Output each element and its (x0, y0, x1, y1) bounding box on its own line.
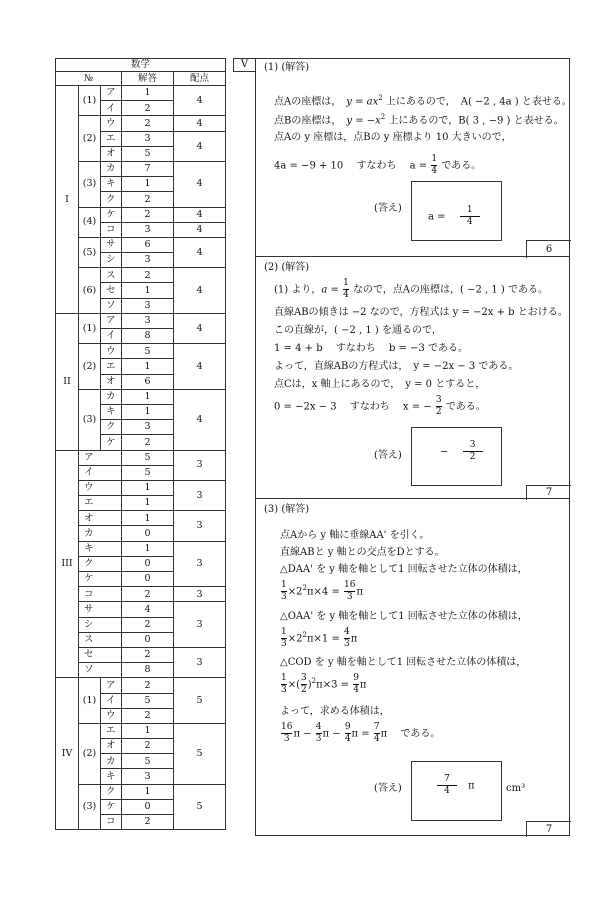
answer-value: 3 (122, 298, 174, 313)
table-row (56, 344, 226, 359)
part2-line7: 0 = −2x − 3 すなわち x = − $\frac{3}{2}$ である。 (274, 395, 486, 418)
answer-mark: ク (79, 556, 122, 571)
table-row (56, 541, 226, 556)
section-number: IV (56, 678, 79, 830)
question-number: (2) (79, 344, 101, 390)
answer-value: 3 (122, 253, 174, 268)
answer-value: 5 (122, 465, 174, 480)
answer-value: 0 (122, 572, 174, 587)
answer-value: 1 (122, 784, 174, 799)
part1-line1: 点Aの座標は， $y = ax^2$ 上にあるので， A( −2 , 4a ) と表せる。 (274, 94, 572, 108)
answer-value: 2 (122, 815, 174, 830)
points-value: 4 (174, 313, 226, 343)
part3-eq1: $\frac{1}{3}$ $\times 2^2\pi\times 4$ = $\frac{16}{3}$ π (281, 580, 364, 603)
part3-answer-box (411, 761, 502, 821)
table-row (56, 161, 226, 176)
answer-mark: エ (79, 496, 122, 511)
points-value: 5 (174, 678, 226, 724)
answer-value: 2 (122, 116, 174, 131)
answer-value: 1 (122, 404, 174, 419)
answer-value: 3 (122, 420, 174, 435)
answer-mark: ク (101, 192, 122, 207)
part3-line3: △DAA' を y 軸を軸として1 回転させた立体の体積は， (280, 564, 528, 575)
answer-mark: カ (101, 161, 122, 176)
part3-unit: cm³ (506, 783, 526, 794)
question-number: (6) (79, 268, 101, 314)
points-value: 4 (174, 222, 226, 237)
fraction-1-4: $\frac{1}{4}$ (431, 154, 438, 177)
part3-eq3: $\frac{1}{3}$ ×( $\frac{3}{2}$ )$^2$π×3 = $\frac{9}{4}$ π (281, 673, 367, 696)
points-value: 4 (174, 116, 226, 131)
table-row (56, 587, 226, 602)
part2-line4: 1 = 4 + b すなわち b = −3 である。 (274, 343, 469, 354)
answer-mark: ア (101, 313, 122, 328)
answer-mark: キ (101, 404, 122, 419)
question-number: (2) (79, 116, 101, 162)
part2-score-box: 7 (526, 485, 571, 500)
header-points: 配点 (174, 72, 226, 86)
answer-mark: エ (101, 723, 122, 738)
answer-mark: ウ (79, 480, 122, 495)
points-value: 4 (174, 131, 226, 161)
answer-value: 2 (122, 708, 174, 723)
part2-line2: 直線ABの傾きは −2 なので，方程式は y = −2x + b とおける。 (274, 307, 568, 318)
answer-value: 2 (122, 739, 174, 754)
part1-line2: 点Bの座標は， $y = -x^2$ 上にあるので，B( 3 , −9 ) と表せる。 (274, 113, 564, 127)
answer-value: 3 (122, 222, 174, 237)
answer-mark: キ (79, 541, 122, 556)
answer-mark: キ (101, 769, 122, 784)
part1-answer-label: (答え) (374, 203, 402, 214)
answer-value: 3 (122, 131, 174, 146)
answer-mark: ケ (101, 207, 122, 222)
part2-heading: (2) (解答) (264, 262, 310, 273)
answer-value: 7 (122, 161, 174, 176)
part3-line5: △COD を y 軸を軸として1 回転させた立体の体積は， (280, 657, 527, 668)
answer-mark: ケ (79, 572, 122, 587)
question-number: (1) (79, 313, 101, 343)
points-value: 4 (174, 268, 226, 314)
table-row (56, 602, 226, 617)
answer-value: 1 (122, 389, 174, 404)
table-row (56, 723, 226, 738)
part1-frame (255, 58, 570, 257)
part2-answer-label: (答え) (374, 450, 402, 461)
answer-value: 5 (122, 693, 174, 708)
part3-eq4: $\frac{16}{3}$ π − $\frac{4}{3}$ π − $\frac{9}{4}$ π = $\frac{7}{4}$ π である。 (281, 722, 441, 745)
answer-value: 5 (122, 146, 174, 161)
answer-mark: ス (101, 268, 122, 283)
answer-value: 3 (122, 769, 174, 784)
table-title: 数学 (56, 59, 226, 72)
part2-answer: − $\frac{3}{2}$ (440, 441, 484, 463)
question-number: (1) (79, 86, 101, 116)
answer-value: 0 (122, 556, 174, 571)
points-value: 4 (174, 344, 226, 390)
answer-value: 1 (122, 511, 174, 526)
answer-value: 0 (122, 526, 174, 541)
header-no: № (56, 72, 122, 86)
answer-mark: コ (79, 587, 122, 602)
points-value: 3 (174, 541, 226, 587)
answer-value: 0 (122, 632, 174, 647)
points-value: 3 (174, 602, 226, 648)
answer-value: 3 (122, 313, 174, 328)
answer-mark: セ (101, 283, 122, 298)
answer-mark: シ (101, 253, 122, 268)
part3-heading: (3) (解答) (264, 504, 310, 515)
question-number: (4) (79, 207, 101, 237)
answer-mark: キ (101, 177, 122, 192)
answer-value: 1 (122, 496, 174, 511)
answer-value: 2 (122, 587, 174, 602)
part1-line4: 4a = −9 + 10 すなわち a = $\frac{1}{4}$ である。 (274, 154, 482, 177)
answer-value: 2 (122, 617, 174, 632)
answer-value: 1 (122, 480, 174, 495)
question-number: (5) (79, 237, 101, 267)
section-number: I (56, 86, 79, 314)
points-value: 3 (174, 450, 226, 480)
part3-line1: 点Aから y 軸に垂線AA' を引く。 (280, 530, 430, 541)
question-number: (3) (79, 161, 101, 207)
points-value: 4 (174, 161, 226, 207)
answer-mark: ア (101, 678, 122, 693)
points-value: 3 (174, 511, 226, 541)
answer-mark: ケ (101, 799, 122, 814)
answer-mark: ウ (101, 116, 122, 131)
answer-value: 1 (122, 723, 174, 738)
answer-mark: セ (79, 647, 122, 662)
answer-mark: イ (101, 101, 122, 116)
answer-mark: ソ (101, 298, 122, 313)
part1-heading: (1) (解答) (264, 62, 310, 73)
answer-mark: ア (101, 86, 122, 101)
answer-value: 1 (122, 86, 174, 101)
table-row (56, 86, 226, 101)
answer-mark: サ (101, 237, 122, 252)
answer-mark: コ (101, 815, 122, 830)
section-number: II (56, 313, 79, 450)
part1-score-box: 6 (526, 240, 571, 258)
answer-mark: イ (79, 465, 122, 480)
answer-mark: オ (79, 511, 122, 526)
points-value: 3 (174, 647, 226, 677)
fraction-3-2: $\frac{3}{2}$ (435, 395, 442, 418)
answer-mark: オ (101, 374, 122, 389)
part2-answer-box (411, 427, 502, 486)
points-value: 4 (174, 389, 226, 450)
question-number: (3) (79, 389, 101, 450)
points-value: 5 (174, 784, 226, 830)
answer-value: 2 (122, 101, 174, 116)
table-row (56, 511, 226, 526)
answer-mark: ソ (79, 663, 122, 678)
answer-value: 1 (122, 359, 174, 374)
table-row (56, 313, 226, 328)
answer-table (55, 58, 226, 830)
question-number: (2) (79, 723, 101, 784)
answer-mark: ケ (101, 435, 122, 450)
table-row (56, 268, 226, 283)
answer-value: 8 (122, 329, 174, 344)
points-value: 3 (174, 480, 226, 510)
answer-mark: エ (101, 131, 122, 146)
part3-line2: 直線ABと y 軸との交点をDとする。 (280, 547, 445, 558)
table-row (56, 678, 226, 693)
answer-value: 8 (122, 663, 174, 678)
part2-line3: この直線が，( −2 , 1 ) を通るので， (274, 325, 442, 336)
answer-mark: エ (101, 359, 122, 374)
part3-frame (255, 498, 570, 836)
answer-value: 2 (122, 678, 174, 693)
answer-value: 0 (122, 799, 174, 814)
part3-score-box: 7 (526, 821, 571, 837)
answer-value: 6 (122, 374, 174, 389)
part3-answer: $\frac{7}{4}$ π (436, 775, 475, 797)
answer-mark: オ (101, 739, 122, 754)
part2-line6: 点Cは，x 軸上にあるので， y = 0 とすると， (274, 379, 486, 390)
part3-line4: △OAA' を y 軸を軸として1 回転させた立体の体積は， (280, 611, 528, 622)
table-row (56, 480, 226, 495)
answer-value: 5 (122, 754, 174, 769)
points-value: 4 (174, 237, 226, 267)
answer-mark: カ (79, 526, 122, 541)
part1-line3: 点Aの y 座標は，点Bの y 座標より 10 大きいので， (274, 132, 512, 143)
answer-mark: ウ (101, 344, 122, 359)
points-value: 4 (174, 86, 226, 116)
question-number: (3) (79, 784, 101, 830)
answer-value: 1 (122, 541, 174, 556)
header-answer: 解答 (122, 72, 174, 86)
answer-mark: ク (101, 420, 122, 435)
part3-line6: よって，求める体積は， (280, 706, 390, 717)
answer-mark: カ (101, 389, 122, 404)
section-v-label-box (233, 58, 256, 72)
answer-value: 2 (122, 192, 174, 207)
part3-eq2: $\frac{1}{3}$ $\times 2^2\pi\times 1$ = $\frac{4}{3}$ π (281, 627, 358, 650)
answer-mark: ス (79, 632, 122, 647)
answer-mark: シ (79, 617, 122, 632)
answer-mark: ク (101, 784, 122, 799)
table-row (56, 450, 226, 465)
answer-value: 5 (122, 344, 174, 359)
table-row (56, 784, 226, 799)
part1-answer: a = $\frac{1}{4}$ (428, 206, 481, 228)
answer-value: 2 (122, 207, 174, 222)
table-row (56, 207, 226, 222)
part2-line5: よって，直線ABの方程式は， y = −2x − 3 である。 (274, 361, 519, 372)
table-row (56, 116, 226, 131)
points-value: 3 (174, 587, 226, 602)
part1-answer-box (411, 181, 502, 241)
table-row (56, 237, 226, 252)
section-number: III (56, 450, 79, 678)
answer-mark: オ (101, 146, 122, 161)
answer-value: 5 (122, 450, 174, 465)
table-row (56, 389, 226, 404)
part2-frame (255, 256, 570, 499)
part2-line1: (1) より，a = $\frac{1}{4}$ なので，点Aの座標は，( −2 , 1 ) である。 (274, 278, 548, 301)
points-value: 4 (174, 207, 226, 222)
answer-table-body (56, 86, 226, 830)
table-row (56, 647, 226, 662)
answer-value: 4 (122, 602, 174, 617)
part3-answer-label: (答え) (374, 783, 402, 794)
answer-mark: サ (79, 602, 122, 617)
question-number: (1) (79, 678, 101, 724)
answer-mark: カ (101, 754, 122, 769)
answer-value: 2 (122, 435, 174, 450)
answer-mark: コ (101, 222, 122, 237)
section-v-label: V (240, 59, 249, 70)
answer-value: 1 (122, 283, 174, 298)
answer-value: 2 (122, 647, 174, 662)
answer-value: 6 (122, 237, 174, 252)
answer-value: 2 (122, 268, 174, 283)
points-value: 5 (174, 723, 226, 784)
answer-mark: ア (79, 450, 122, 465)
answer-value: 1 (122, 177, 174, 192)
answer-mark: イ (101, 329, 122, 344)
answer-mark: イ (101, 693, 122, 708)
answer-mark: ウ (101, 708, 122, 723)
